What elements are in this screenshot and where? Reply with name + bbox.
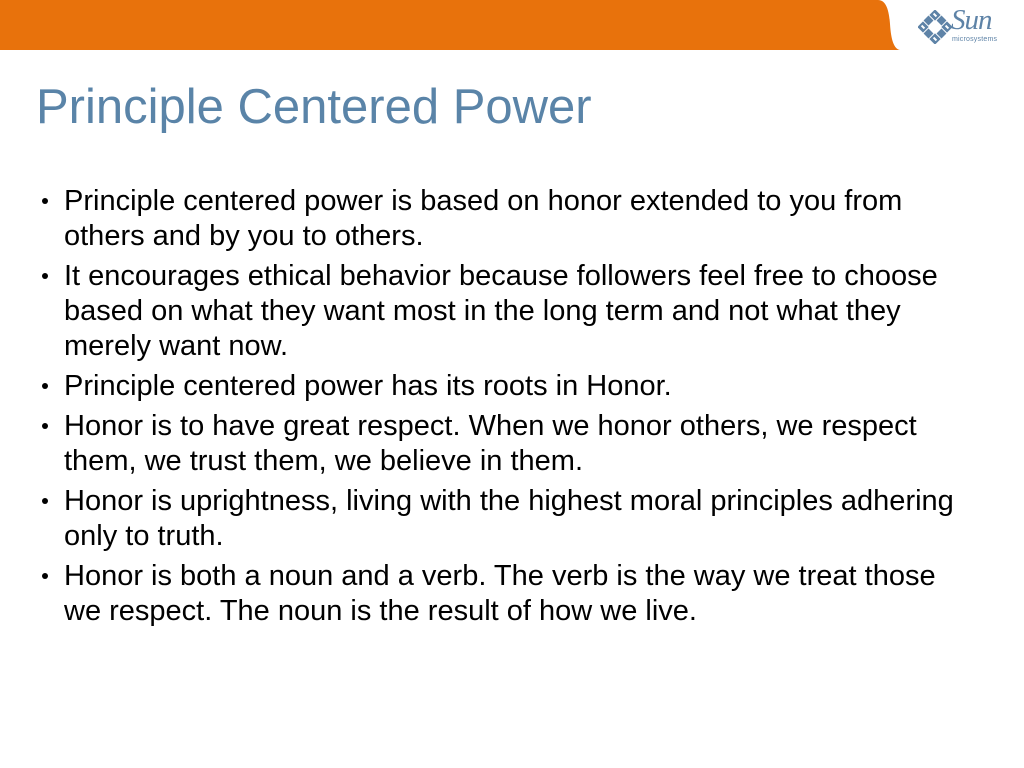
bullet-text: Principle centered power has its roots in Honor.: [64, 370, 672, 402]
bullet-text: Honor is to have great respect. When we honor others, we respect them, we trust them, we believe in them.: [64, 410, 917, 477]
bullet-item: [40, 409, 970, 479]
bullet-item: [40, 484, 970, 554]
bullet-dot-icon: [42, 573, 48, 579]
bullet-dot-icon: [42, 498, 48, 504]
sun-logo-word: Sun: [951, 4, 992, 36]
bullet-text: It encourages ethical behavior because followers feel free to choose based on what they want most in the long term and not what they merely want now.: [64, 260, 938, 362]
bullet-text: Honor is uprightness, living with the highest moral principles adhering only to truth.: [64, 485, 954, 552]
bullet-item: [40, 184, 970, 254]
bullet-dot-icon: [42, 198, 48, 204]
sun-logo: [916, 4, 1006, 48]
bullet-item: [40, 559, 970, 629]
bullet-dot-icon: [42, 273, 48, 279]
orange-header-band: [0, 0, 900, 50]
sun-logo-subtext: microsystems: [952, 36, 998, 43]
bullet-text: Principle centered power is based on honor extended to you from others and by you to others.: [64, 185, 903, 252]
bullet-item: [40, 259, 970, 364]
bullet-dot-icon: [42, 383, 48, 389]
bullet-text: Honor is both a noun and a verb. The verb is the way we treat those we respect. The noun is the result of how we live.: [64, 560, 936, 627]
bullet-item: [40, 369, 970, 404]
bullet-dot-icon: [42, 423, 48, 429]
sun-logo-icon: [918, 10, 952, 44]
slide-title: Principle Centered Power: [36, 80, 592, 134]
bullet-list: [40, 184, 970, 634]
